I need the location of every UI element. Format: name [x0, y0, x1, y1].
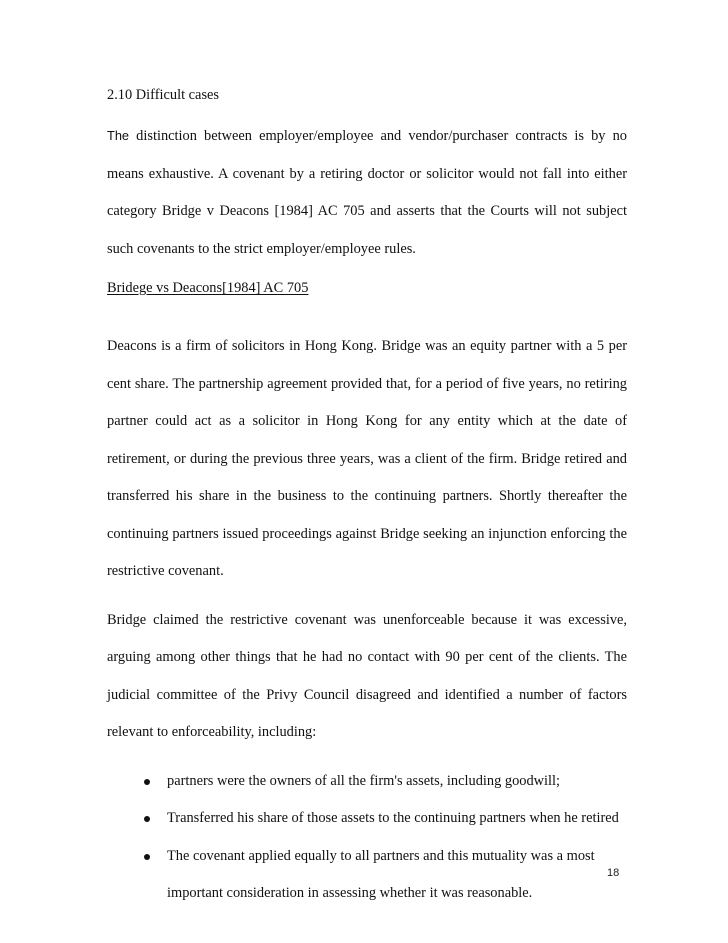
case-title: Bridege vs Deacons[1984] AC 705: [107, 280, 309, 296]
factors-list: [107, 763, 627, 913]
page-content: [107, 86, 627, 913]
intro-first-word: The: [107, 128, 130, 143]
section-heading: 2.10 Difficult cases: [107, 87, 220, 103]
factor-text: The covenant applied equally to all partners and this mutuality was a most important consideration in assessing whether it was reasonable.: [167, 847, 595, 901]
factor-text: Transferred his share of those assets to the continuing partners when he retired: [167, 810, 619, 826]
bullet-dot-icon: [144, 854, 150, 860]
factor-item: [107, 800, 627, 838]
case-facts-paragraph: Deacons is a firm of solicitors in Hong Kong. Bridge was an equity partner with a 5 per cent share. The partnership agreement provided that, for a period of five years, no retiring partner could act as a solicitor in Hong Kong for any entity which at the date of retirement, or during the previous three years, was a client of the firm. Bridge retired and transferred his share in the business to the continuing partners. Shortly thereafter the continuing partners issued proceedings against Bridge seeking an injunction enforcing the restrictive covenant.: [107, 338, 627, 579]
case-claim-paragraph: Bridge claimed the restrictive covenant was unenforceable because it was excessive, arguing among other things that he had no contact with 90 per cent of the clients. The judicial committee of the Privy Council disagreed and identified a number of factors relevant to enforceability, including:: [107, 611, 627, 740]
page-number: 18: [607, 867, 620, 879]
bullet-dot-icon: [144, 816, 150, 822]
bullet-dot-icon: [144, 779, 150, 785]
factor-item: [107, 838, 627, 913]
factor-item: [107, 763, 627, 801]
factor-text: partners were the owners of all the firm's assets, including goodwill;: [167, 772, 561, 789]
intro-paragraph: [107, 117, 627, 268]
intro-text: distinction between employer/employee and vendor/purchaser contracts is by no means exhaustive. A covenant by a retiring doctor or solicitor would not fall into either category Bridge v Deacons [1984] AC 705 and asserts that the Courts will not subject such covenants to the strict employer/employee rules.: [107, 128, 627, 257]
